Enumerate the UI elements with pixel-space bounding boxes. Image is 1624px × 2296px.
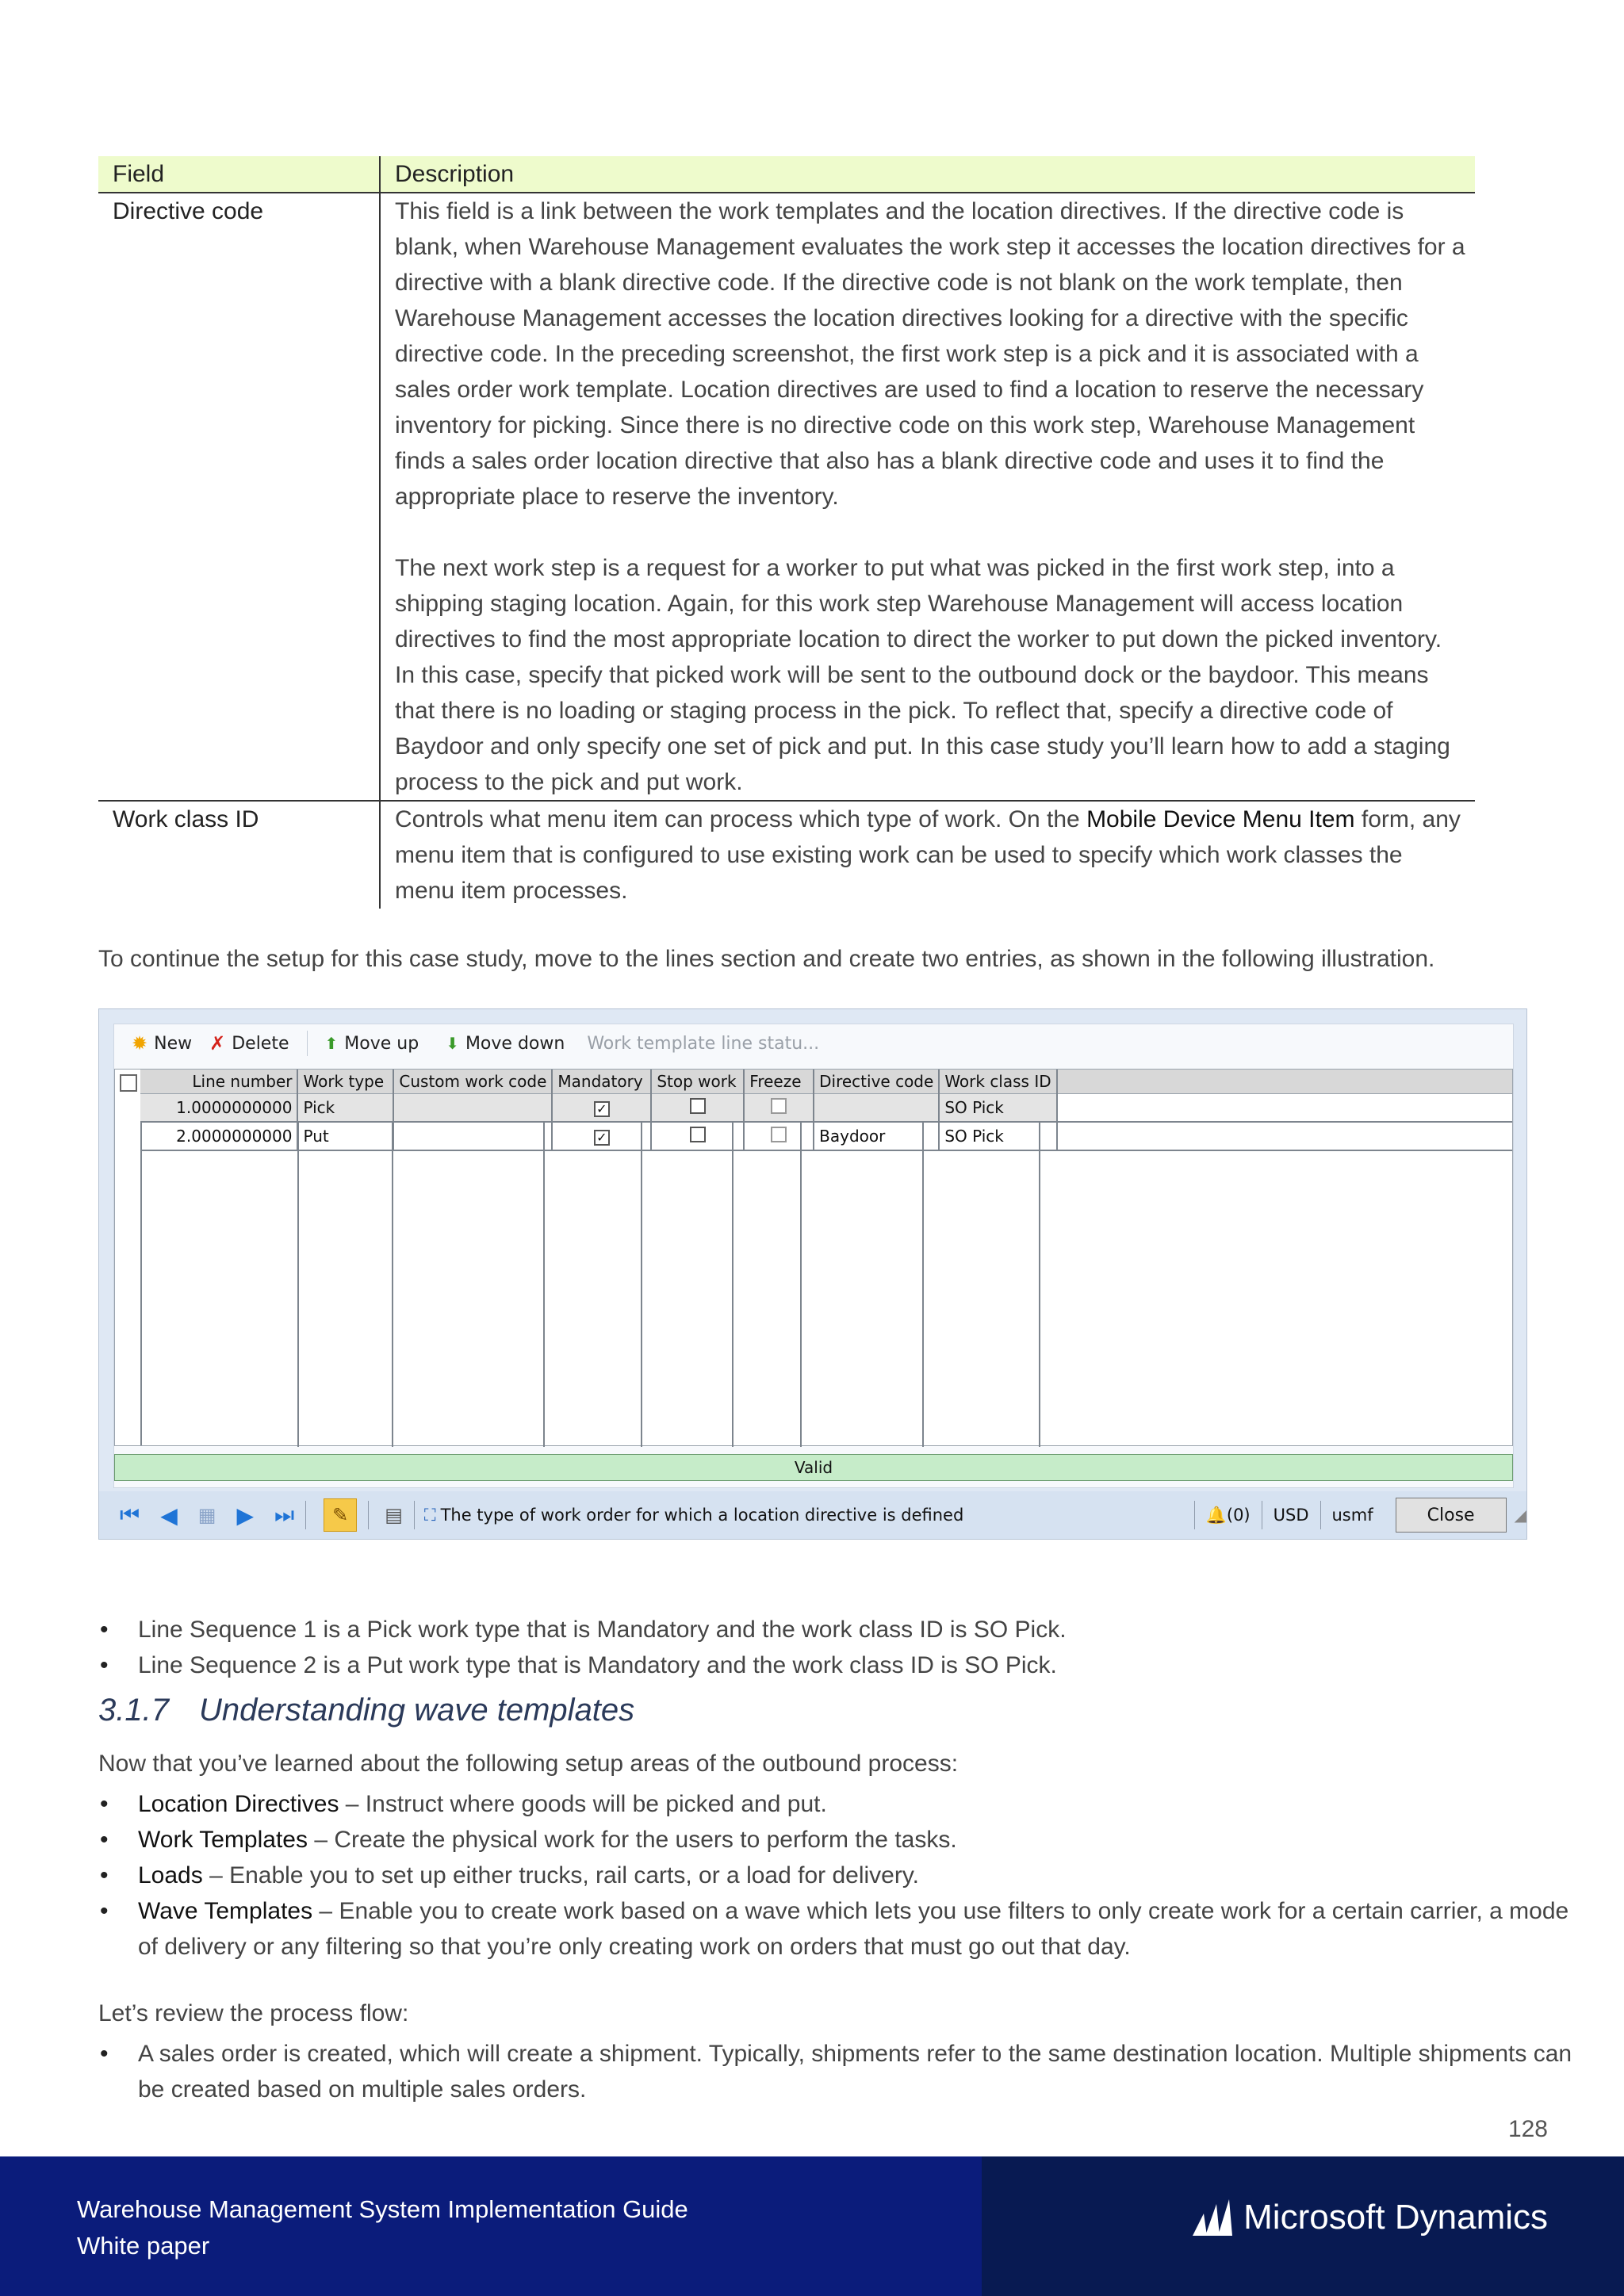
column-header-filler — [1057, 1070, 1512, 1094]
line-number-cell[interactable]: 2.0000000000 — [140, 1122, 297, 1150]
section-title: Understanding wave templates — [198, 1693, 635, 1728]
header-description: Description — [395, 161, 515, 187]
form-name: Mobile Device Menu Item — [1086, 806, 1355, 832]
mandatory-cell — [552, 1122, 651, 1150]
work-type-cell[interactable]: Pick — [297, 1094, 393, 1123]
setup-areas-list — [98, 1786, 1573, 1965]
delete-label: Delete — [232, 1033, 289, 1054]
column-header-stop-work[interactable]: Stop work — [651, 1070, 744, 1094]
delete-x-icon: ✗ — [209, 1032, 226, 1054]
footer-title — [77, 2191, 688, 2264]
move-down-button[interactable] — [446, 1034, 565, 1054]
description-text: Controls what menu item can process which type of work. On the — [395, 806, 1087, 832]
freeze-checkbox — [771, 1127, 787, 1142]
arrow-down-icon: ⬇ — [446, 1034, 459, 1053]
last-record-icon[interactable]: ⏭ — [274, 1502, 295, 1528]
work-class-id-cell[interactable]: SO Pick — [939, 1094, 1057, 1123]
status-separator — [1320, 1501, 1321, 1529]
new-button[interactable] — [132, 1032, 192, 1054]
list-text: – Enable you to set up either trucks, rail carts, or a load for delivery. — [202, 1862, 919, 1888]
intro-paragraph: To continue the setup for this case study, move to the lines section and create two entries, as shown in the following illustration. — [98, 946, 1435, 972]
description-paragraph: This field is a link between the work templates and the location directives. If the directive code is blank, when Warehouse Management evaluates the work step it accesses the location directives for a directive with a blank directive code. If the directive code is not blank on the work template, then Warehouse Management accesses the location directives looking for a directive with the specific directive code. In the preceding screenshot, the first work step is a pick and it is associated with a sales order work template. Location directives are used to find a location to reserve the necessary inventory for picking. Since there is no directive code on this work step, Warehouse Management finds a sales order location directive that also has a blank directive code and uses it to find the appropriate place to reserve the inventory. — [395, 198, 1465, 510]
stop-work-cell — [651, 1122, 744, 1150]
table-row-directive-code — [98, 193, 1475, 802]
notification-count: (0) — [1226, 1505, 1251, 1525]
new-label: New — [154, 1033, 193, 1054]
list-text: – Instruct where goods will be picked and put. — [339, 1791, 827, 1817]
list-text: – Create the physical work for the users to perform the tasks. — [307, 1827, 957, 1853]
binoculars-icon: ⛶ — [423, 1505, 436, 1525]
list-item: • A sales order is created, which will create a shipment. Typically, shipments refer to the same destination location. Multiple shipments can be created based on multiple sales orders. — [98, 2036, 1573, 2107]
notifications-indicator[interactable] — [1206, 1506, 1251, 1525]
work-template-line-status-menu[interactable]: Work template line statu... — [587, 1033, 820, 1054]
header-field: Field — [98, 156, 381, 192]
line-number-cell[interactable]: 1.0000000000 — [140, 1094, 297, 1123]
status-separator — [305, 1501, 306, 1529]
status-separator — [414, 1501, 415, 1529]
bell-icon: 🔔 — [1205, 1505, 1227, 1525]
form-status-bar — [99, 1491, 1526, 1539]
work-template-lines-screenshot — [98, 1008, 1527, 1540]
grid-view-icon[interactable]: ▦ — [197, 1504, 216, 1526]
row-selector-column — [115, 1070, 142, 1445]
freeze-cell — [744, 1122, 814, 1150]
custom-work-code-cell[interactable] — [393, 1122, 552, 1150]
section-number: 3.1.7 — [98, 1693, 169, 1728]
lines-grid — [114, 1069, 1513, 1446]
process-intro: Let’s review the process flow: — [98, 2000, 409, 2026]
mandatory-checkbox[interactable]: ✓ — [594, 1130, 610, 1146]
list-text: – Enable you to create work based on a wave which lets you use filters to only create work for a certain carrier, a mode of delivery or any filtering so that you’re only creating work on orders that must go out that day. — [138, 1898, 1569, 1960]
grid-header-row — [140, 1070, 1512, 1094]
column-header-custom-work-code[interactable]: Custom work code — [393, 1070, 552, 1094]
move-up-label: Move up — [344, 1033, 419, 1054]
document-type: White paper — [77, 2232, 210, 2260]
stop-work-checkbox[interactable] — [690, 1127, 706, 1142]
list-term: Work Templates — [138, 1827, 308, 1853]
close-button[interactable]: Close — [1396, 1498, 1507, 1533]
column-header-work-type[interactable]: Work type — [297, 1070, 393, 1094]
table-row-work-class-id — [98, 802, 1475, 909]
column-header-mandatory[interactable]: Mandatory — [552, 1070, 651, 1094]
column-header-line-number[interactable]: Line number — [140, 1070, 297, 1094]
validation-status-bar: Valid — [114, 1454, 1513, 1481]
field-name: Directive code — [98, 193, 381, 800]
document-title: Warehouse Management System Implementation Guide — [77, 2195, 688, 2223]
list-term: Loads — [138, 1862, 203, 1888]
mandatory-cell — [552, 1094, 651, 1123]
mandatory-checkbox[interactable]: ✓ — [594, 1101, 610, 1117]
field-description-table — [98, 156, 1475, 909]
dynamics-logo-icon — [1189, 2198, 1235, 2237]
table-header — [98, 156, 1475, 193]
work-type-cell[interactable]: Put — [297, 1122, 393, 1150]
field-description — [381, 802, 1475, 909]
arrow-up-icon: ⬆ — [324, 1034, 339, 1053]
move-down-label: Move down — [465, 1033, 565, 1054]
directive-code-cell[interactable] — [814, 1094, 939, 1123]
currency-indicator[interactable]: USD — [1273, 1506, 1309, 1525]
status-separator — [1194, 1501, 1195, 1529]
edit-pencil-icon[interactable]: ✎ — [324, 1498, 357, 1532]
next-record-icon[interactable]: ▶ — [236, 1502, 254, 1529]
column-header-freeze[interactable]: Freeze — [744, 1070, 814, 1094]
previous-record-icon[interactable]: ◀ — [160, 1502, 178, 1529]
help-text-area — [424, 1506, 1183, 1525]
page-footer — [0, 2156, 1624, 2296]
list-term: Wave Templates — [138, 1898, 313, 1924]
list-item — [98, 1786, 1573, 1822]
help-text: The type of work order for which a location directive is defined — [440, 1506, 964, 1525]
table-row[interactable] — [140, 1094, 1512, 1123]
delete-button[interactable] — [209, 1032, 289, 1054]
filler-cell — [1057, 1094, 1512, 1123]
resize-grip-icon[interactable]: ◢ — [1514, 1506, 1526, 1525]
freeze-checkbox — [771, 1098, 787, 1114]
list-item — [98, 1858, 1573, 1893]
move-up-button[interactable] — [325, 1034, 419, 1054]
process-flow-list — [98, 2036, 1573, 2107]
status-separator — [368, 1501, 369, 1529]
section-heading — [98, 1693, 634, 1728]
select-all-checkbox[interactable] — [120, 1074, 137, 1092]
attachment-icon[interactable]: ▤ — [385, 1504, 403, 1526]
microsoft-dynamics-logo — [1189, 2198, 1548, 2237]
description-text: form, any menu item that is configured to use existing work can be used to specify which work classes the menu item processes. — [395, 806, 1461, 904]
first-record-icon[interactable]: ⏮ — [120, 1502, 140, 1528]
list-item: • Line Sequence 2 is a Put work type that is Mandatory and the work class ID is SO Pick. — [98, 1647, 1573, 1683]
setup-intro: Now that you’ve learned about the following setup areas of the outbound process: — [98, 1751, 959, 1777]
directive-code-cell[interactable]: Baydoor — [814, 1122, 939, 1150]
field-description — [381, 193, 1475, 800]
list-item — [98, 1822, 1573, 1858]
stop-work-checkbox[interactable] — [690, 1098, 706, 1114]
toolbar-separator — [307, 1031, 308, 1056]
table-row[interactable] — [140, 1122, 1512, 1150]
filler-cell — [1057, 1122, 1512, 1150]
company-indicator[interactable]: usmf — [1331, 1506, 1373, 1525]
freeze-cell — [744, 1094, 814, 1123]
logo-text: Microsoft Dynamics — [1243, 2198, 1548, 2237]
lines-table — [140, 1070, 1512, 1151]
column-header-work-class-id[interactable]: Work class ID — [939, 1070, 1057, 1094]
lines-toolbar — [114, 1024, 1513, 1062]
lines-panel — [113, 1024, 1514, 1488]
line-sequence-list — [98, 1612, 1573, 1683]
list-item: • Line Sequence 1 is a Pick work type that is Mandatory and the work class ID is SO Pick. — [98, 1612, 1573, 1647]
column-header-directive-code[interactable]: Directive code — [814, 1070, 939, 1094]
list-item — [98, 1893, 1573, 1965]
page-number: 128 — [1507, 2116, 1548, 2142]
new-star-icon: ✹ — [132, 1032, 148, 1054]
custom-work-code-cell[interactable] — [393, 1094, 552, 1123]
work-class-id-cell[interactable]: SO Pick — [939, 1122, 1057, 1150]
stop-work-cell — [651, 1094, 744, 1123]
list-term: Location Directives — [138, 1791, 339, 1817]
field-name: Work class ID — [98, 802, 381, 909]
description-paragraph: The next work step is a request for a worker to put what was picked in the first work step, into a shipping staging location. Again, for this work step Warehouse Management will access location directives to find the most appropriate location to direct the worker to put down the picked inventory. In this case, specify that picked work will be sent to the outbound dock or the baydoor. This means that there is no loading or staging process in the pick. To reflect that, specify a directive code of Baydoor and only specify one set of pick and put. In this case study you’ll learn how to add a staging process to the pick and put work. — [395, 555, 1450, 795]
